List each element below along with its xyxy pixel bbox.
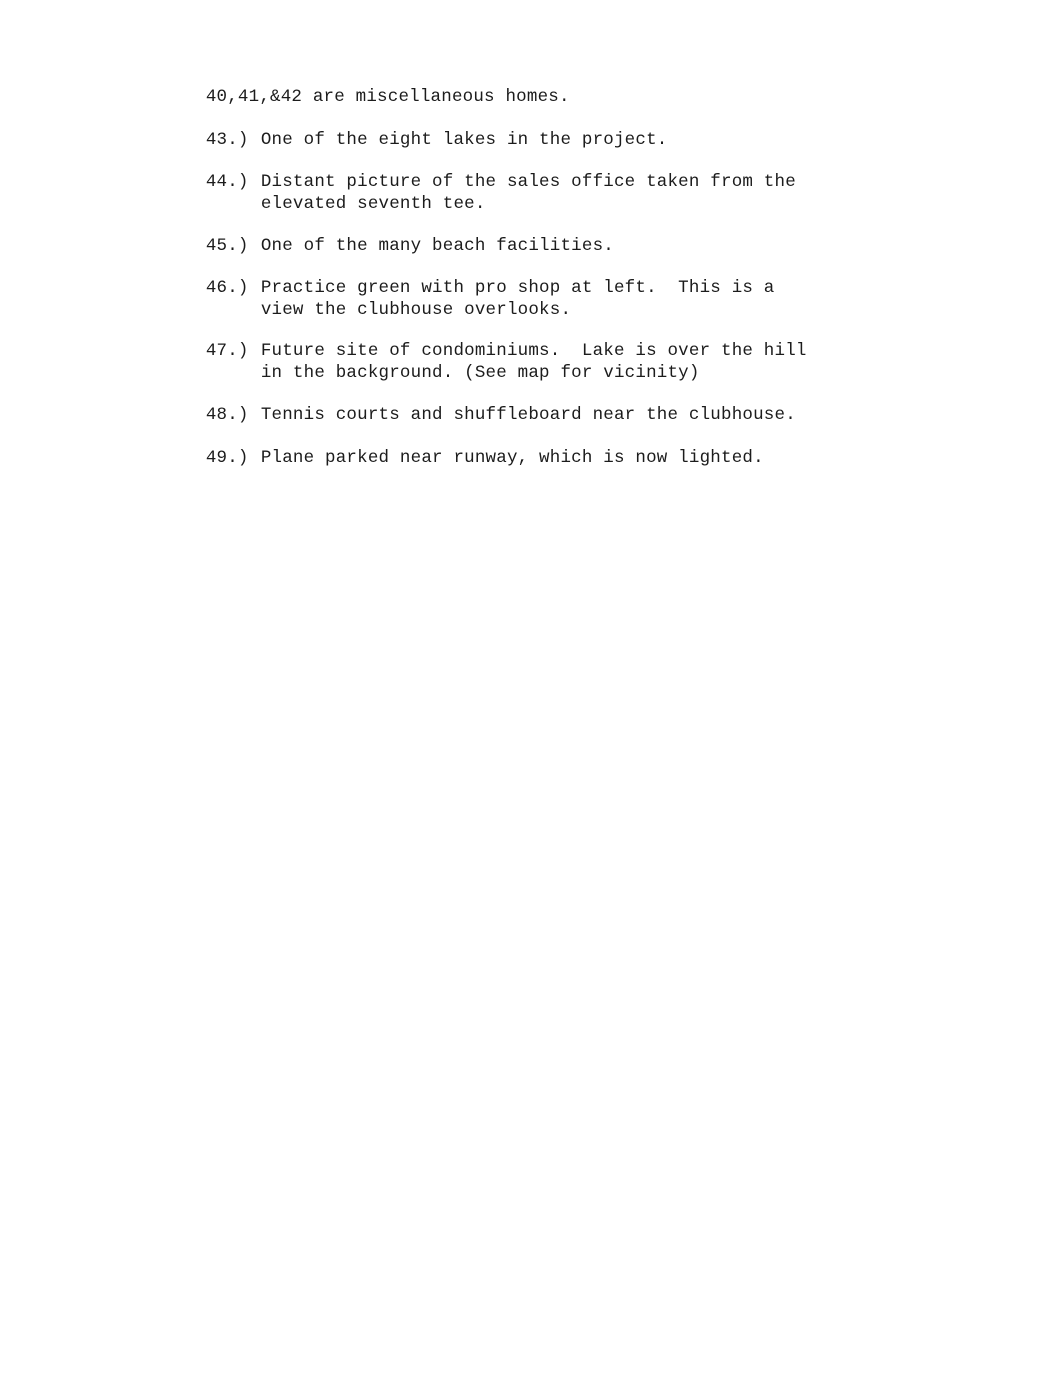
caption-entry-49 [163, 425, 764, 491]
caption-number: 46.) [205, 278, 249, 298]
caption-number: 47.) [205, 341, 249, 361]
caption-line: Tennis courts and shuffleboard near the clubhouse. [260, 405, 796, 425]
caption-line: elevated seventh tee. [260, 194, 486, 214]
intro-text: 40,41,&42 are miscellaneous homes. [205, 87, 570, 107]
caption-line: in the background. (See map for vicinity) [260, 363, 700, 383]
caption-text [261, 235, 614, 257]
caption-text [261, 277, 775, 321]
caption-text [261, 171, 796, 215]
caption-number: 45.) [205, 236, 249, 256]
caption-number: 44.) [205, 172, 249, 192]
caption-line: Distant picture of the sales office taken from the [260, 172, 796, 192]
caption-number: 43.) [205, 130, 249, 150]
caption-line: view the clubhouse overlooks. [260, 300, 572, 320]
caption-line: One of the eight lakes in the project. [260, 130, 668, 150]
caption-text [261, 129, 668, 151]
caption-line: Plane parked near runway, which is now lighted. [260, 448, 764, 468]
caption-number: 49.) [205, 448, 249, 468]
caption-line: One of the many beach facilities. [260, 236, 614, 256]
caption-number: 48.) [205, 405, 249, 425]
caption-text [261, 404, 796, 426]
caption-line: Practice green with pro shop at left. This is a [260, 278, 775, 298]
caption-line: Future site of condominiums. Lake is over the hill [260, 341, 807, 361]
caption-text [261, 447, 764, 469]
caption-text [261, 340, 807, 384]
